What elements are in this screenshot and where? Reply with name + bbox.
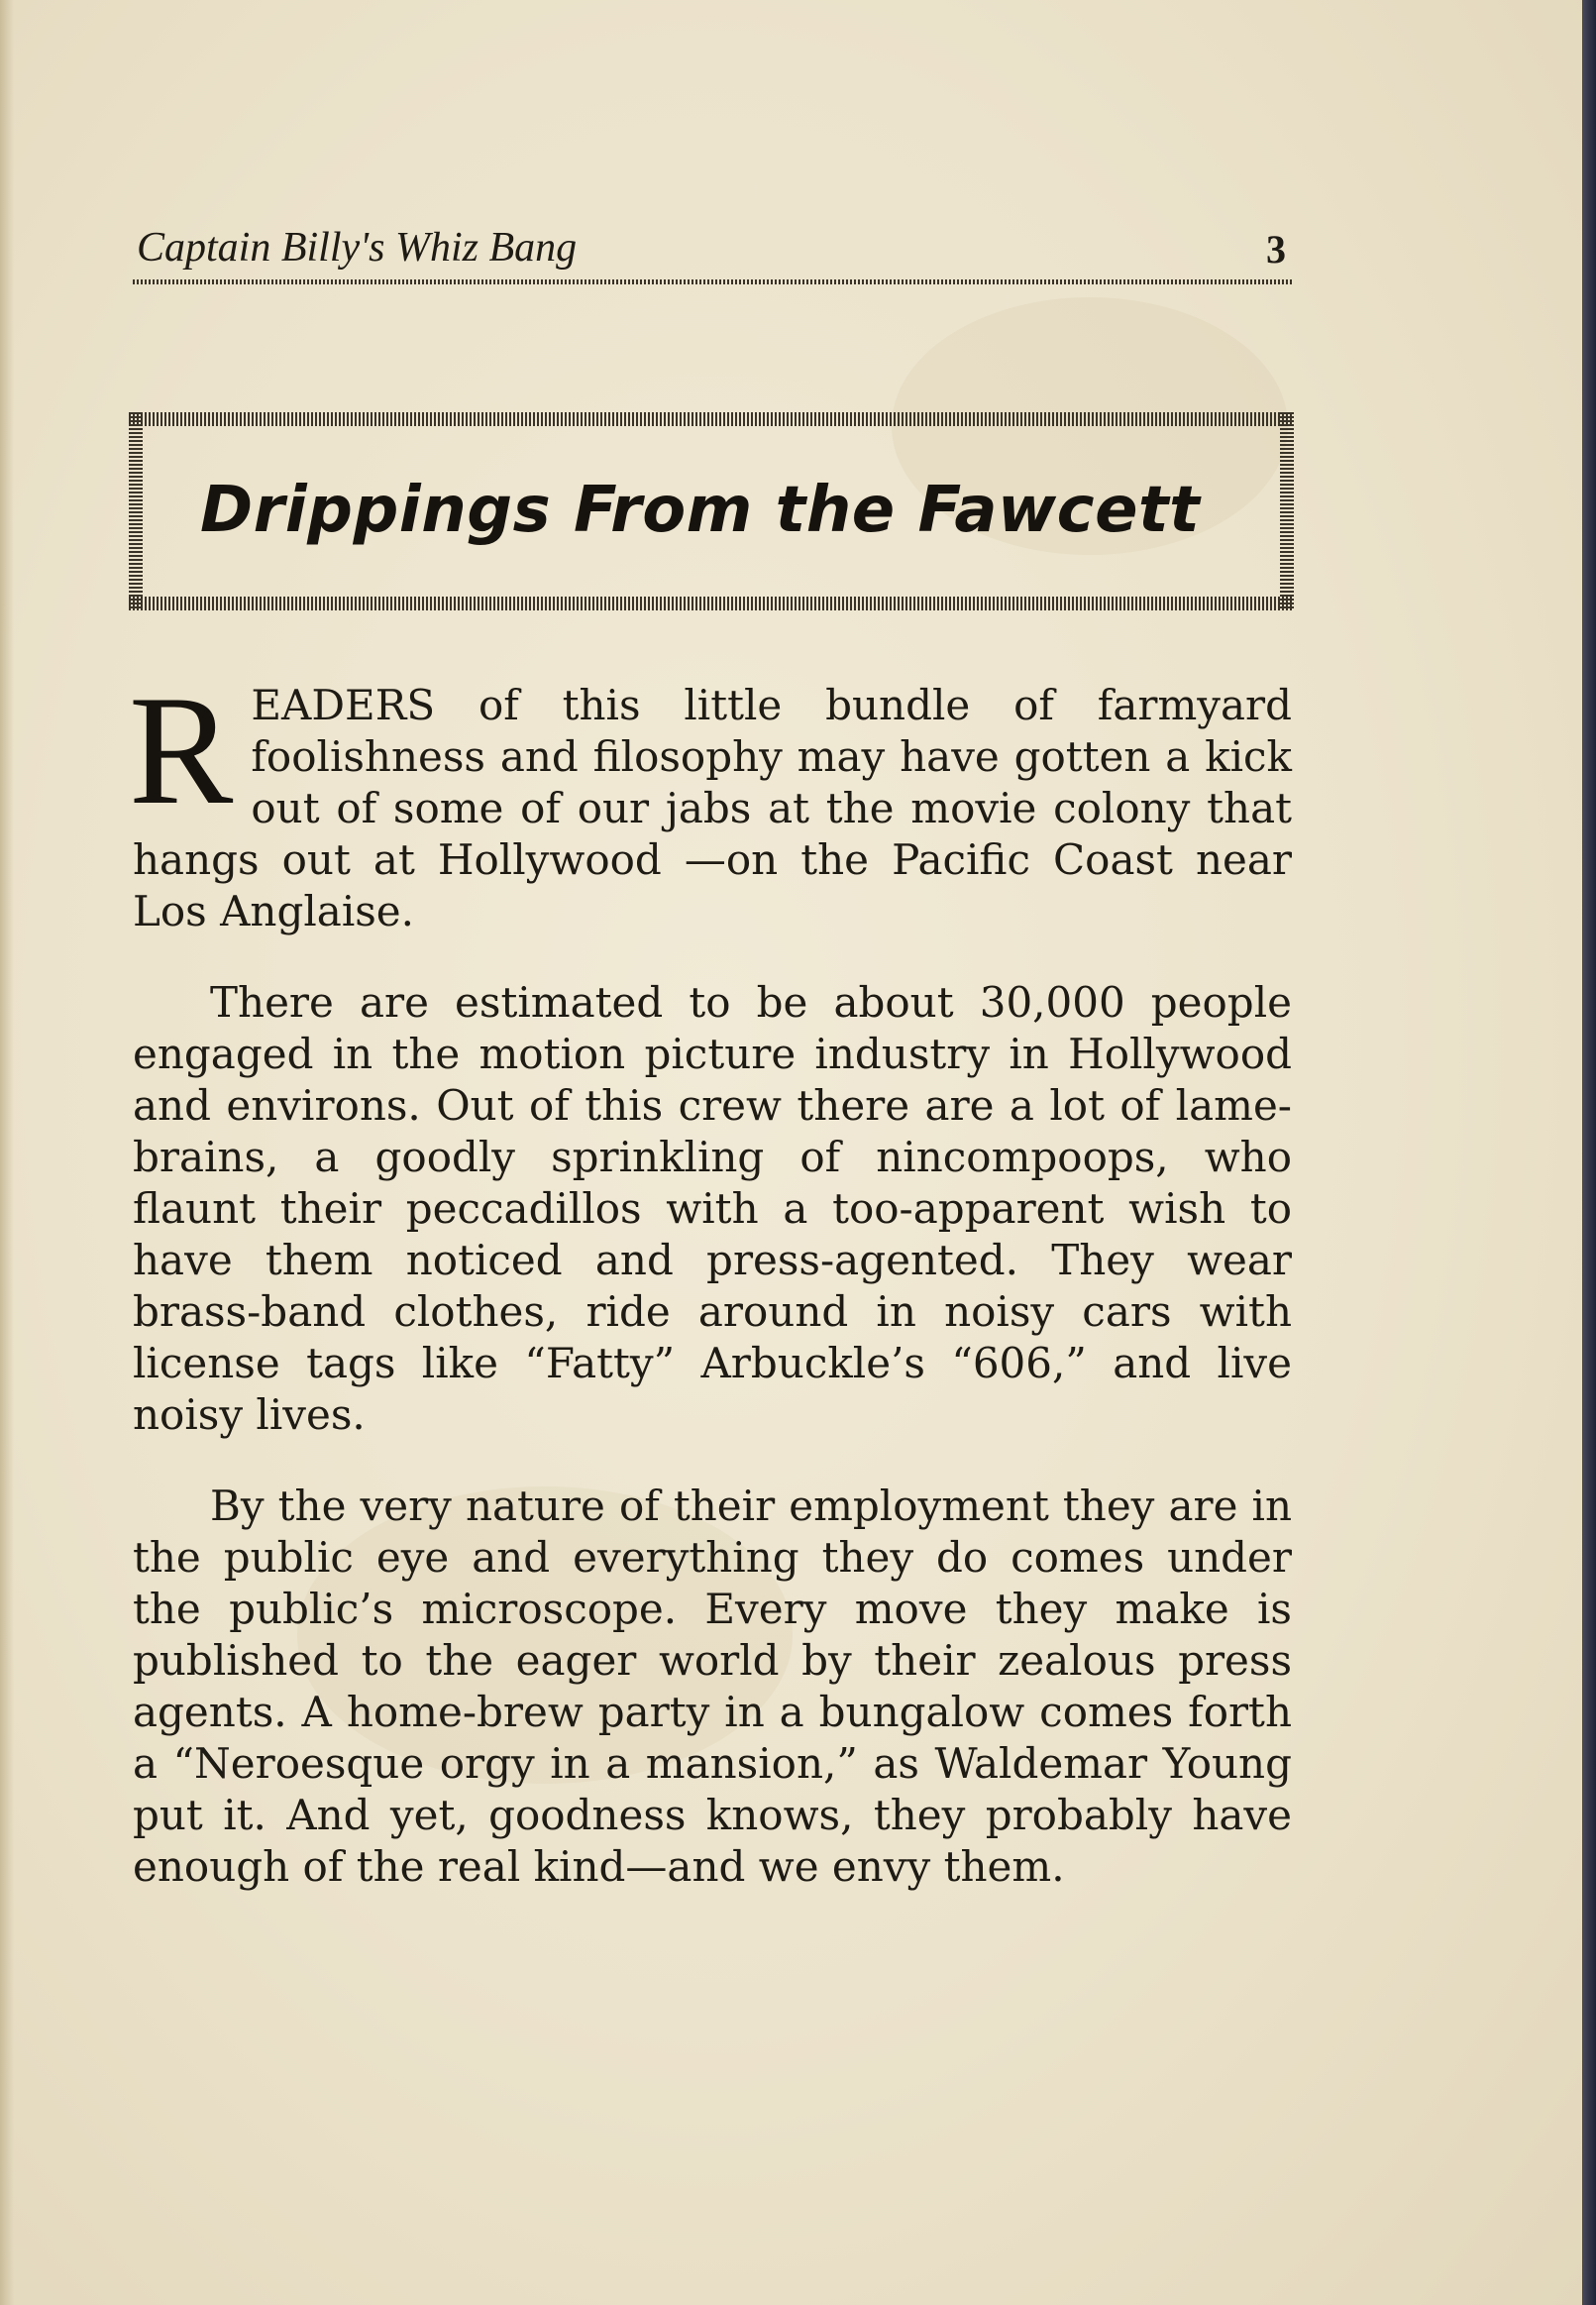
title-box-border-right: [1280, 412, 1294, 610]
page-right-edge: [1582, 0, 1596, 2305]
title-box-border-bottom: [129, 597, 1294, 610]
article-paragraph-2: There are estimated to be about 30,000 people engaged in the motion picture industry in Hollywood and environs. Out of this crew there are a lot of lame-brains, a goodly sprinkling of nincompoops, who flaunt their peccadillos with a too-apparent wish to have them noticed and press-agented. They wear brass-band clothes, ride around in noisy cars with license tags like “Fatty” Arbuckle’s “606,” and live noisy lives.: [133, 978, 1292, 1439]
article-title-box: [129, 412, 1294, 610]
running-title: Captain Billy's Whiz Bang: [137, 225, 578, 271]
article-paragraph-1: [129, 664, 1292, 937]
article-body: [129, 664, 1292, 1932]
paragraph-text: EADERS of this little bundle of farmyard foolishness and filosophy may have gotten a kick out of some of our jabs at the movie colony that hangs out at Hollywood —on the Pacific Coast near Los Anglaise.: [133, 681, 1292, 935]
article-title: Drippings From the Fawcett: [200, 474, 1201, 547]
title-box-border-left: [129, 412, 143, 610]
article-paragraph-3: By the very nature of their employment they are in the public eye and everything they do comes under the public’s microscope. Every move they make is published to the eager world by their zealous press agents. A home-brew party in a bungalow comes forth a “Neroesque orgy in a mansion,” as Waldemar Young put it. And yet, goodness knows, they probably have enough of the real kind—and we envy them.: [133, 1482, 1292, 1891]
page-left-shadow: [0, 0, 14, 2305]
title-box-border-top: [129, 412, 1294, 426]
header-rule: [133, 279, 1292, 284]
drop-cap: R: [129, 664, 234, 837]
running-head: [133, 220, 1292, 283]
page-number: 3: [1266, 227, 1286, 272]
